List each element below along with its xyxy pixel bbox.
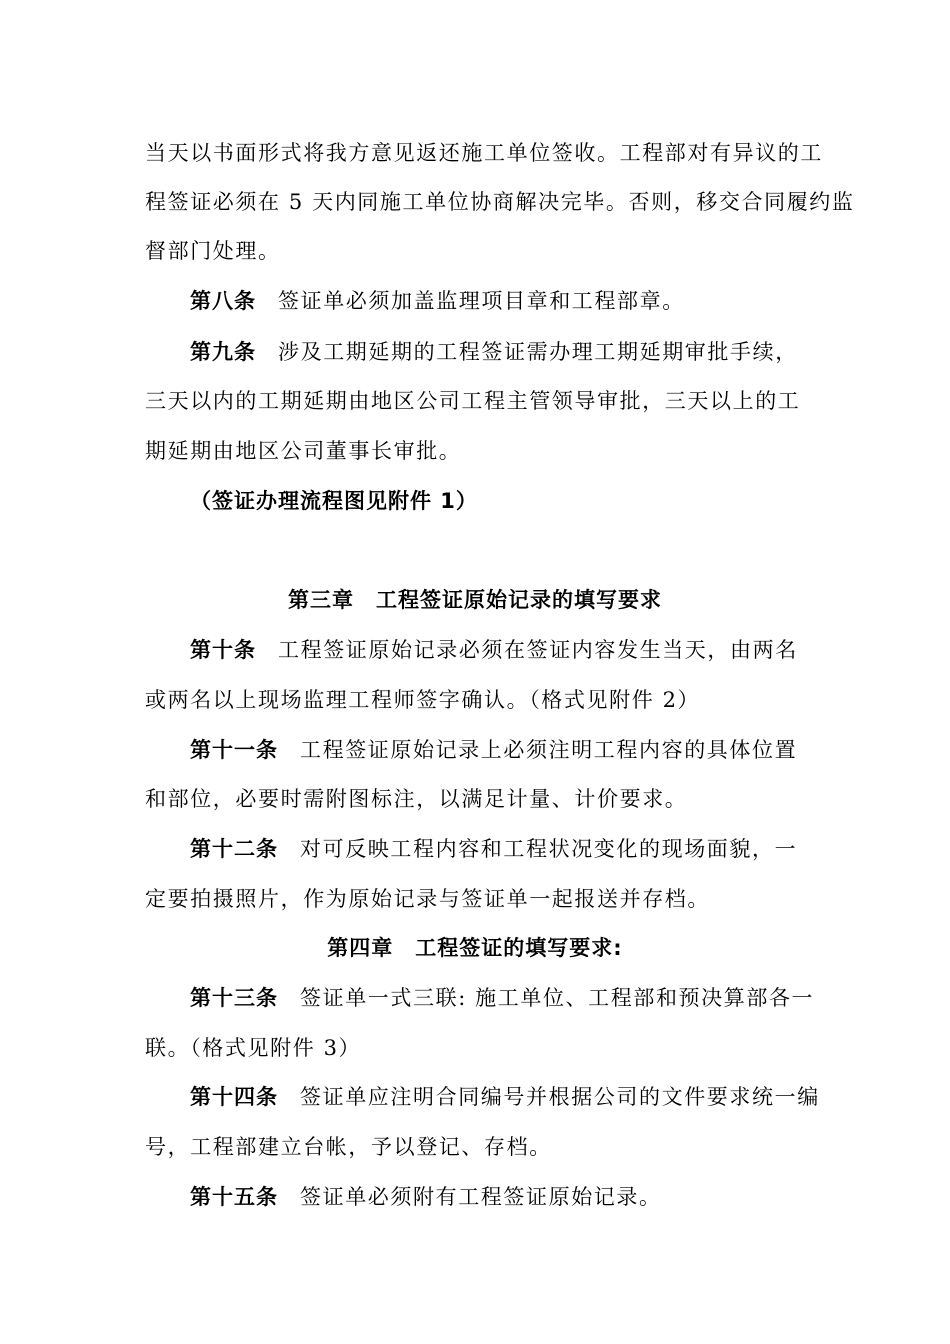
paragraph-line: 或两名以上现场监理工程师签字确认。（格式见附件 2） — [145, 688, 701, 712]
article-11 — [190, 735, 810, 765]
article-title: 第十五条 — [190, 1185, 278, 1209]
article-title: 第十条 — [190, 638, 256, 662]
article-title: 第十一条 — [190, 738, 278, 762]
article-10 — [190, 635, 810, 665]
article-title: 第十三条 — [190, 986, 278, 1010]
paragraph-line: 期延期由地区公司董事长审批。 — [145, 439, 462, 463]
chapter-heading: 第三章 工程签证原始记录的填写要求 — [288, 588, 662, 612]
paragraph-line: 当天以书面形式将我方意见返还施工单位签收。工程部对有异议的工 — [145, 141, 823, 165]
paragraph-line: 三天以内的工期延期由地区公司工程主管领导审批，三天以上的工 — [145, 389, 801, 413]
paragraph-line: 和部位，必要时需附图标注，以满足计量、计价要求。 — [145, 787, 688, 811]
article-13 — [190, 983, 815, 1013]
article-text: 签证单必须附有工程签证原始记录。 — [300, 1185, 662, 1209]
article-title: 第十四条 — [190, 1085, 278, 1109]
paragraph-line: 督部门处理。 — [145, 239, 281, 263]
article-8 — [190, 286, 810, 316]
chapter-heading: 第四章 工程签证的填写要求: — [327, 936, 623, 960]
article-text: 工程签证原始记录必须在签证内容发生当天，由两名 — [278, 638, 798, 662]
article-text: 涉及工期延期的工程签证需办理工期延期审批手续， — [278, 340, 798, 364]
article-12 — [190, 834, 810, 864]
article-text: 工程签证原始记录上必须注明工程内容的具体位置 — [300, 738, 798, 762]
paragraph-line: 程签证必须在 5 天内同施工单位协商解决完毕。否则，移交合同履约监 — [145, 190, 855, 214]
article-title: 第八条 — [190, 289, 256, 313]
article-9 — [190, 337, 810, 367]
article-text: 签证单必须加盖监理项目章和工程部章。 — [278, 289, 685, 313]
paragraph-line: 联。（格式见附件 3） — [145, 1036, 362, 1060]
article-title: 第十二条 — [190, 837, 278, 861]
paragraph-line: 号，工程部建立台帐，予以登记、存档。 — [145, 1135, 552, 1159]
article-14 — [190, 1082, 820, 1112]
article-text: 签证单一式三联: 施工单位、工程部和预决算部各一 — [300, 986, 815, 1010]
article-15 — [190, 1182, 810, 1212]
paragraph-line: 定要拍摄照片，作为原始记录与签证单一起报送并存档。 — [145, 887, 710, 911]
attachment-note: （签证办理流程图见附件 1） — [190, 489, 478, 513]
article-text: 签证单应注明合同编号并根据公司的文件要求统一编 — [300, 1085, 820, 1109]
article-text: 对可反映工程内容和工程状况变化的现场面貌，一 — [300, 837, 798, 861]
article-title: 第九条 — [190, 340, 256, 364]
